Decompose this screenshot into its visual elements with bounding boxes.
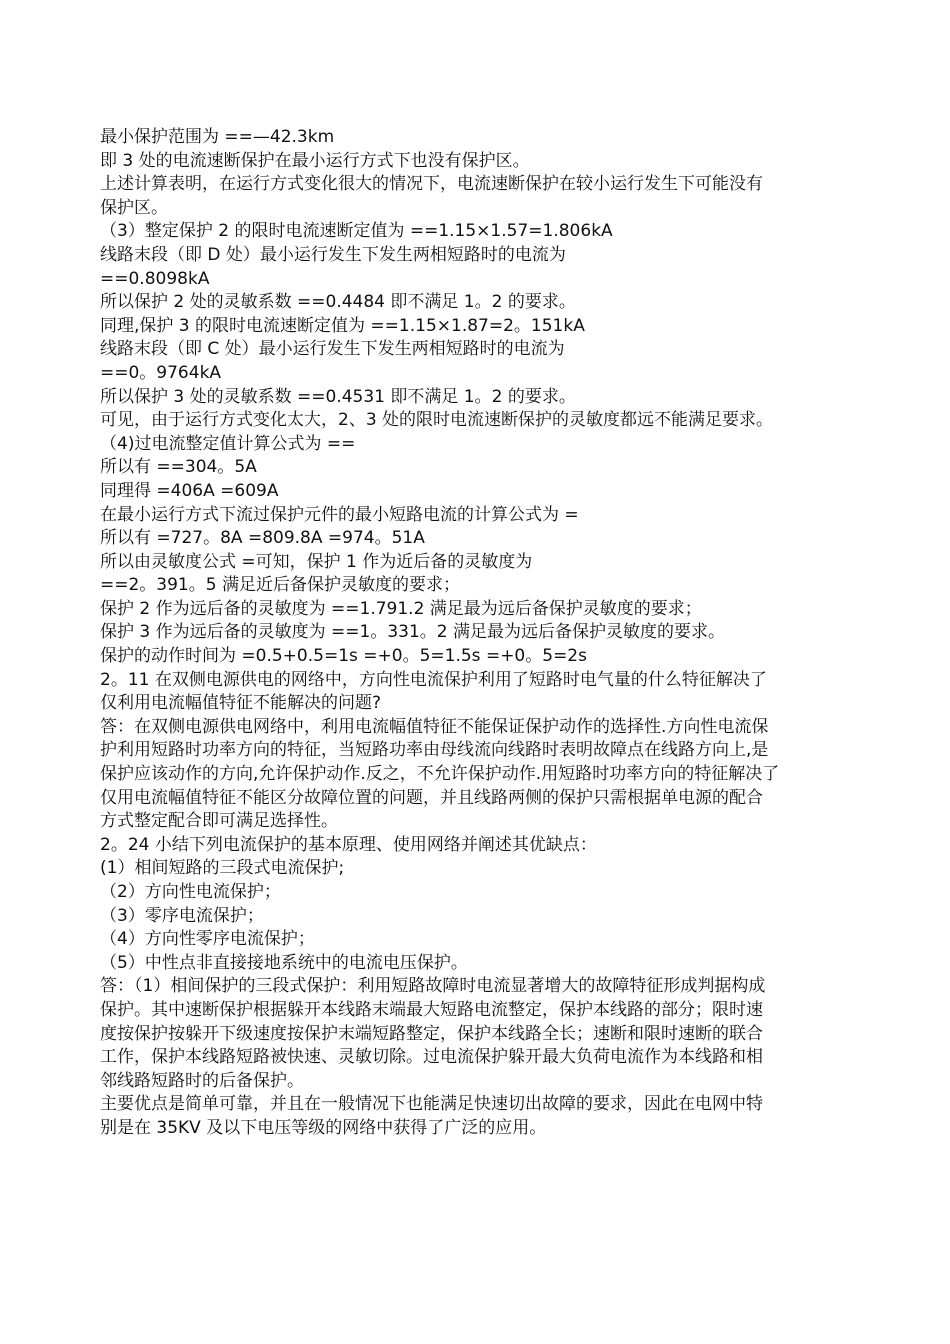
text-line: 线路末段（即 D 处）最小运行发生下发生两相短路时的电流为 bbox=[100, 244, 566, 265]
text-line: 邻线路短路时的后备保护。 bbox=[100, 1070, 304, 1091]
text-line: 护利用短路时功率方向的特征，当短路功率由母线流向线路时表明故障点在线路方向上,是 bbox=[100, 740, 769, 761]
text-line: 保护 2 作为远后备的灵敏度为 ==1.791.2 满足最为远后备保护灵敏度的要求； bbox=[100, 598, 702, 619]
text-line: 所以有 ==304。5A bbox=[100, 457, 257, 478]
text-line: (1）相间短路的三段式电流保护; bbox=[100, 858, 345, 879]
text-line: 所以有 =727。8A =809.8A =974。51A bbox=[100, 528, 425, 549]
text-line: 所以由灵敏度公式 =可知，保护 1 作为近后备的灵敏度为 bbox=[100, 551, 533, 572]
text-line: 所以保护 2 处的灵敏系数 ==0.4484 即不满足 1。2 的要求。 bbox=[100, 292, 576, 313]
text-line: 即 3 处的电流速断保护在最小运行方式下也没有保护区。 bbox=[100, 150, 530, 171]
text-line: 保护应该动作的方向,允许保护动作.反之，不允许保护动作.用短路时功率方向的特征解决了 bbox=[100, 764, 780, 785]
text-line: 同理得 =406A =609A bbox=[100, 480, 279, 501]
text-line: 答：在双侧电源供电网络中，利用电流幅值特征不能保证保护动作的选择性.方向性电流保 bbox=[100, 716, 769, 737]
text-line: 线路末段（即 C 处）最小运行发生下发生两相短路时的电流为 bbox=[100, 339, 565, 360]
text-line: 在最小运行方式下流过保护元件的最小短路电流的计算公式为 = bbox=[100, 504, 579, 525]
text-line: （4)过电流整定值计算公式为 == bbox=[100, 433, 356, 454]
text-line: 仅用电流幅值特征不能区分故障位置的问题，并且线路两侧的保护只需根据单电源的配合 bbox=[100, 787, 763, 808]
text-line: 可见，由于运行方式变化太大，2、3 处的限时电流速断保护的灵敏度都远不能满足要求。 bbox=[100, 410, 774, 431]
text-line: 所以保护 3 处的灵敏系数 ==0.4531 即不满足 1。2 的要求。 bbox=[100, 386, 576, 407]
text-line: ==2。391。5 满足近后备保护灵敏度的要求； bbox=[100, 575, 460, 596]
text-line: 答：（1）相间保护的三段式保护：利用短路故障时电流显著增大的故障特征形成判据构成 bbox=[100, 976, 766, 997]
text-line: （3）整定保护 2 的限时电流速断定值为 ==1.15×1.57=1.806kA bbox=[100, 221, 613, 242]
text-line: 保护区。 bbox=[100, 197, 168, 218]
document-body bbox=[100, 126, 870, 1141]
text-line: 同理,保护 3 的限时电流速断定值为 ==1.15×1.87=2。151kA bbox=[100, 315, 585, 336]
text-line: 保护 3 作为远后备的灵敏度为 ==1。331。2 满足最为远后备保护灵敏度的要求。 bbox=[100, 622, 725, 643]
text-line: 上述计算表明，在运行方式变化很大的情况下，电流速断保护在较小运行发生下可能没有 bbox=[100, 174, 763, 195]
text-line: ==0。9764kA bbox=[100, 362, 222, 383]
text-line: （4）方向性零序电流保护； bbox=[100, 929, 315, 950]
text-line: 度按保护按躲开下级速度按保护末端短路整定，保护本线路全长；速断和限时速断的联合 bbox=[100, 1023, 763, 1044]
text-line: 最小保护范围为 ==—42.3km bbox=[100, 127, 335, 147]
text-line: 保护的动作时间为 =0.5+0.5=1s =+0。5=1.5s =+0。5=2s bbox=[100, 646, 587, 667]
text-line: 保护。其中速断保护根据躲开本线路末端最大短路电流整定，保护本线路的部分；限时速 bbox=[100, 999, 763, 1020]
text-line: （2）方向性电流保护； bbox=[100, 882, 281, 902]
text-line: （3）零序电流保护； bbox=[100, 905, 264, 926]
text-line: 仅利用电流幅值特征不能解决的问题? bbox=[100, 693, 382, 714]
text-line: 工作，保护本线路短路被快速、灵敏切除。过电流保护躲开最大负荷电流作为本线路和相 bbox=[100, 1047, 763, 1068]
text-line: 2。24 小结下列电流保护的基本原理、使用网络并阐述其优缺点： bbox=[100, 834, 597, 855]
text-line: 别是在 35KV 及以下电压等级的网络中获得了广泛的应用。 bbox=[100, 1117, 547, 1138]
text-line: 主要优点是简单可靠，并且在一般情况下也能满足快速切出故障的要求，因此在电网中特 bbox=[100, 1094, 763, 1115]
text-line: ==0.8098kA bbox=[100, 268, 210, 289]
text-line: 2。11 在双侧电源供电的网络中，方向性电流保护利用了短路时电气量的什么特征解决了 bbox=[100, 669, 767, 690]
text-line: 方式整定配合即可满足选择性。 bbox=[100, 811, 338, 832]
text-line: （5）中性点非直接接地系统中的电流电压保护。 bbox=[100, 952, 468, 973]
